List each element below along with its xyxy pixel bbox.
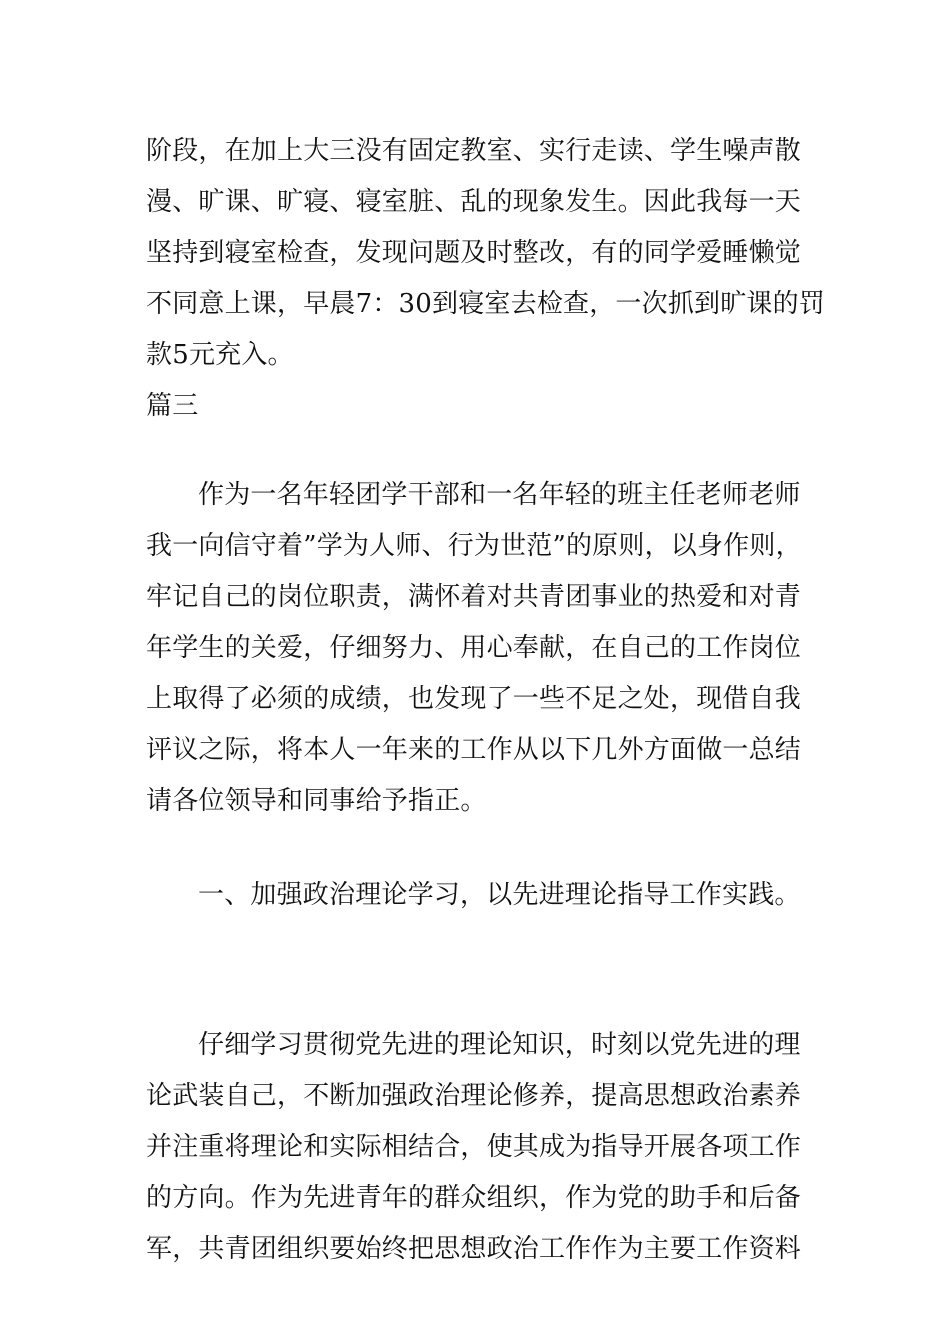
- paragraph-theory: [146, 1020, 810, 1275]
- text-line: 仔细学习贯彻党先进的理论知识，时刻以党先进的理: [198, 1030, 801, 1060]
- text-line: 年学生的关爱，仔细努力、用心奉献，在自己的工作岗位: [146, 633, 802, 663]
- section-heading: 篇三: [146, 391, 199, 421]
- text-line: 我一向信守着”学为人师、行为世范”的原则，以身作则，: [146, 531, 802, 561]
- subheading-block: [146, 870, 810, 921]
- text-line: 坚持到寝室检查，发现问题及时整改，有的同学爱睡懒觉: [146, 238, 802, 268]
- text-line: 阶段，在加上大三没有固定教室、实行走读、学生噪声散: [146, 136, 802, 166]
- text-line: 款5元充入。: [146, 340, 294, 370]
- text-line: 的方向。作为先进青年的群众组织，作为党的助手和后备: [146, 1183, 802, 1213]
- paragraph-continued: [146, 126, 826, 432]
- text-line: 请各位领导和同事给予指正。: [146, 786, 487, 816]
- text-line: 并注重将理论和实际相结合，使其成为指导开展各项工作: [146, 1132, 802, 1162]
- text-line: 不同意上课，早晨7：30到寝室去检查，一次抓到旷课的罚: [146, 289, 826, 319]
- text-line: 漫、旷课、旷寝、寝室脏、乱的现象发生。因此我每一天: [146, 187, 802, 217]
- text-line: 军，共青团组织要始终把思想政治工作作为主要工作资料: [146, 1234, 802, 1264]
- paragraph-intro: [146, 470, 810, 827]
- text-line: 论武装自己，不断加强政治理论修养，提高思想政治素养: [146, 1081, 802, 1111]
- text-line: 评议之际，将本人一年来的工作从以下几外方面做一总结: [146, 735, 802, 765]
- subheading: 一、加强政治理论学习，以先进理论指导工作实践。: [198, 880, 801, 910]
- text-line: 上取得了必须的成绩，也发现了一些不足之处，现借自我: [146, 684, 802, 714]
- text-line: 作为一名年轻团学干部和一名年轻的班主任老师老师: [198, 480, 801, 510]
- text-line: 牢记自己的岗位职责，满怀着对共青团事业的热爱和对青: [146, 582, 802, 612]
